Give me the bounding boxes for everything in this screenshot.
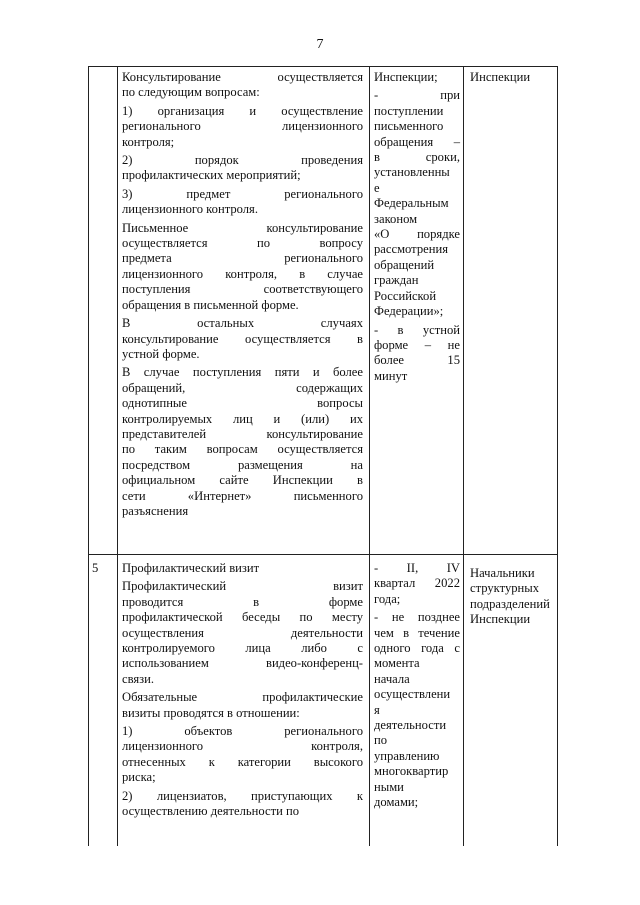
table-border-left bbox=[88, 66, 89, 846]
text-line: осуществляется по вопросу bbox=[122, 236, 363, 251]
cell-paragraph bbox=[374, 88, 460, 319]
text-line: Российской bbox=[374, 288, 437, 303]
text-line: профилактических мероприятий; bbox=[122, 168, 301, 183]
cell-paragraph bbox=[122, 690, 363, 721]
cell-paragraph bbox=[122, 789, 363, 820]
text-line: по bbox=[374, 733, 388, 748]
text-line: Консультирование осуществляется bbox=[122, 70, 363, 84]
row-term bbox=[374, 70, 460, 387]
text-line: риска; bbox=[122, 770, 156, 785]
text-line: Обязательные профилактические bbox=[122, 690, 363, 705]
text-line: регионального лицензионного bbox=[122, 119, 363, 134]
text-line: законом bbox=[374, 211, 418, 226]
text-line: поступления соответствующего bbox=[122, 282, 363, 297]
text-line: е bbox=[374, 180, 380, 195]
text-line: контролируемых лиц и (или) их bbox=[122, 411, 363, 426]
text-line: В остальных случаях bbox=[122, 316, 363, 331]
text-line: домами; bbox=[374, 795, 419, 810]
table-border-top bbox=[88, 66, 558, 67]
text-line: визиты проводятся в отношении: bbox=[122, 705, 300, 720]
text-line: по следующим вопросам: bbox=[122, 85, 260, 100]
text-line: более 15 bbox=[374, 353, 460, 368]
text-line: многоквартир bbox=[374, 764, 449, 779]
text-line: лицензионного контроля, в случае bbox=[122, 266, 363, 281]
text-line: в сроки, bbox=[374, 150, 460, 165]
text-line: структурных bbox=[470, 581, 540, 596]
cell-paragraph bbox=[122, 365, 363, 519]
text-line: управлению bbox=[374, 748, 440, 763]
cell-paragraph bbox=[122, 561, 363, 576]
text-line: Федерации»; bbox=[374, 304, 444, 319]
row-divider bbox=[88, 554, 558, 555]
text-line: осуществлени bbox=[374, 687, 451, 702]
text-line: проводится в форме bbox=[122, 594, 363, 609]
text-line: 1) организация и осуществление bbox=[122, 103, 363, 118]
text-line: 2) лицензиатов, приступающих к bbox=[122, 788, 363, 803]
row-responsible bbox=[470, 70, 554, 85]
text-line: ными bbox=[374, 779, 404, 794]
text-line: контроля; bbox=[122, 134, 175, 149]
text-line: консультирование осуществляется в bbox=[122, 331, 363, 346]
row-term bbox=[374, 561, 460, 814]
cell-paragraph bbox=[122, 579, 363, 687]
text-line: 3) предмет регионального bbox=[122, 186, 363, 201]
text-line: разъяснения bbox=[122, 503, 189, 518]
row-number: 5 bbox=[92, 561, 99, 575]
cell-paragraph bbox=[374, 610, 460, 810]
text-line: письменного bbox=[374, 119, 444, 134]
column-divider-description bbox=[369, 66, 370, 846]
text-line: - в устной bbox=[374, 322, 460, 337]
table-border-right bbox=[557, 66, 558, 846]
text-line: 2) порядок проведения bbox=[122, 153, 363, 168]
text-line: связи. bbox=[122, 671, 155, 686]
text-line: контролируемого лица либо с bbox=[122, 641, 363, 656]
text-line: - при bbox=[374, 88, 460, 103]
text-line: однотипные вопросы bbox=[122, 396, 363, 411]
text-line: года; bbox=[374, 591, 401, 606]
text-line: 1) объектов регионального bbox=[122, 724, 363, 739]
text-line: профилактической беседы по месту bbox=[122, 610, 363, 625]
text-line: официальном сайте Инспекции в bbox=[122, 473, 363, 488]
text-line: обращения в письменной форме. bbox=[122, 297, 299, 312]
text-line: Инспекции bbox=[470, 612, 531, 627]
text-line: установленны bbox=[374, 165, 450, 180]
text-line: квартал 2022 bbox=[374, 576, 460, 591]
text-line: сети «Интернет» письменного bbox=[122, 488, 363, 503]
text-line: представителей консультирование bbox=[122, 426, 363, 441]
measures-table bbox=[88, 66, 558, 846]
text-line: начала bbox=[374, 671, 410, 686]
cell-paragraph bbox=[122, 153, 363, 184]
text-line: лицензионного контроля. bbox=[122, 202, 259, 217]
text-line: поступлении bbox=[374, 103, 444, 118]
text-line: - не позднее bbox=[374, 610, 460, 625]
text-line: Инспекции; bbox=[374, 70, 438, 84]
column-divider-term bbox=[463, 66, 464, 846]
row-description bbox=[122, 561, 363, 823]
column-divider-number bbox=[117, 66, 118, 846]
text-line: осуществлению деятельности по bbox=[122, 804, 299, 819]
text-line: я bbox=[374, 702, 380, 717]
text-line: - II, IV bbox=[374, 561, 460, 575]
cell-paragraph bbox=[122, 104, 363, 150]
cell-paragraph bbox=[122, 187, 363, 218]
text-line: рассмотрения bbox=[374, 242, 448, 257]
text-line: обращения – bbox=[374, 134, 460, 149]
text-line: лицензионного контроля, bbox=[122, 739, 363, 754]
text-line: по таким вопросам осуществляется bbox=[122, 442, 363, 457]
row-responsible bbox=[470, 566, 554, 628]
text-line: Письменное консультирование bbox=[122, 220, 363, 235]
text-line: граждан bbox=[374, 273, 419, 288]
text-line: Федеральным bbox=[374, 196, 449, 211]
text-line: обращений, содержащих bbox=[122, 380, 363, 395]
text-line: В случае поступления пяти и более bbox=[122, 365, 363, 380]
text-line: деятельности bbox=[374, 718, 447, 733]
text-line: отнесенных к категории высокого bbox=[122, 754, 363, 769]
cell-paragraph bbox=[374, 323, 460, 385]
cell-paragraph bbox=[374, 561, 460, 607]
text-line: осуществления деятельности bbox=[122, 625, 363, 640]
text-line: обращений bbox=[374, 257, 435, 272]
text-line: предмета регионального bbox=[122, 251, 363, 266]
text-line: Профилактический визит bbox=[122, 579, 363, 594]
page-number: 7 bbox=[316, 37, 324, 52]
text-line: Начальники bbox=[470, 566, 535, 580]
text-line: минут bbox=[374, 368, 408, 383]
text-line: посредством размещения на bbox=[122, 457, 363, 472]
text-line: подразделений bbox=[470, 596, 550, 611]
cell-paragraph bbox=[374, 70, 460, 85]
text-line: Инспекции bbox=[470, 70, 531, 84]
text-line: чем в течение bbox=[374, 625, 460, 640]
cell-paragraph bbox=[122, 316, 363, 362]
text-line: использованием видео-конференц- bbox=[122, 656, 363, 671]
row-description bbox=[122, 70, 363, 522]
text-line: форме – не bbox=[374, 337, 460, 352]
cell-paragraph bbox=[122, 724, 363, 786]
text-line: «О порядке bbox=[374, 227, 460, 242]
cell-paragraph bbox=[122, 221, 363, 313]
text-line: момента bbox=[374, 656, 420, 671]
text-line: устной форме. bbox=[122, 346, 200, 361]
cell-paragraph bbox=[122, 70, 363, 101]
text-line: одного года с bbox=[374, 641, 460, 656]
text-line: Профилактический визит bbox=[122, 561, 260, 575]
